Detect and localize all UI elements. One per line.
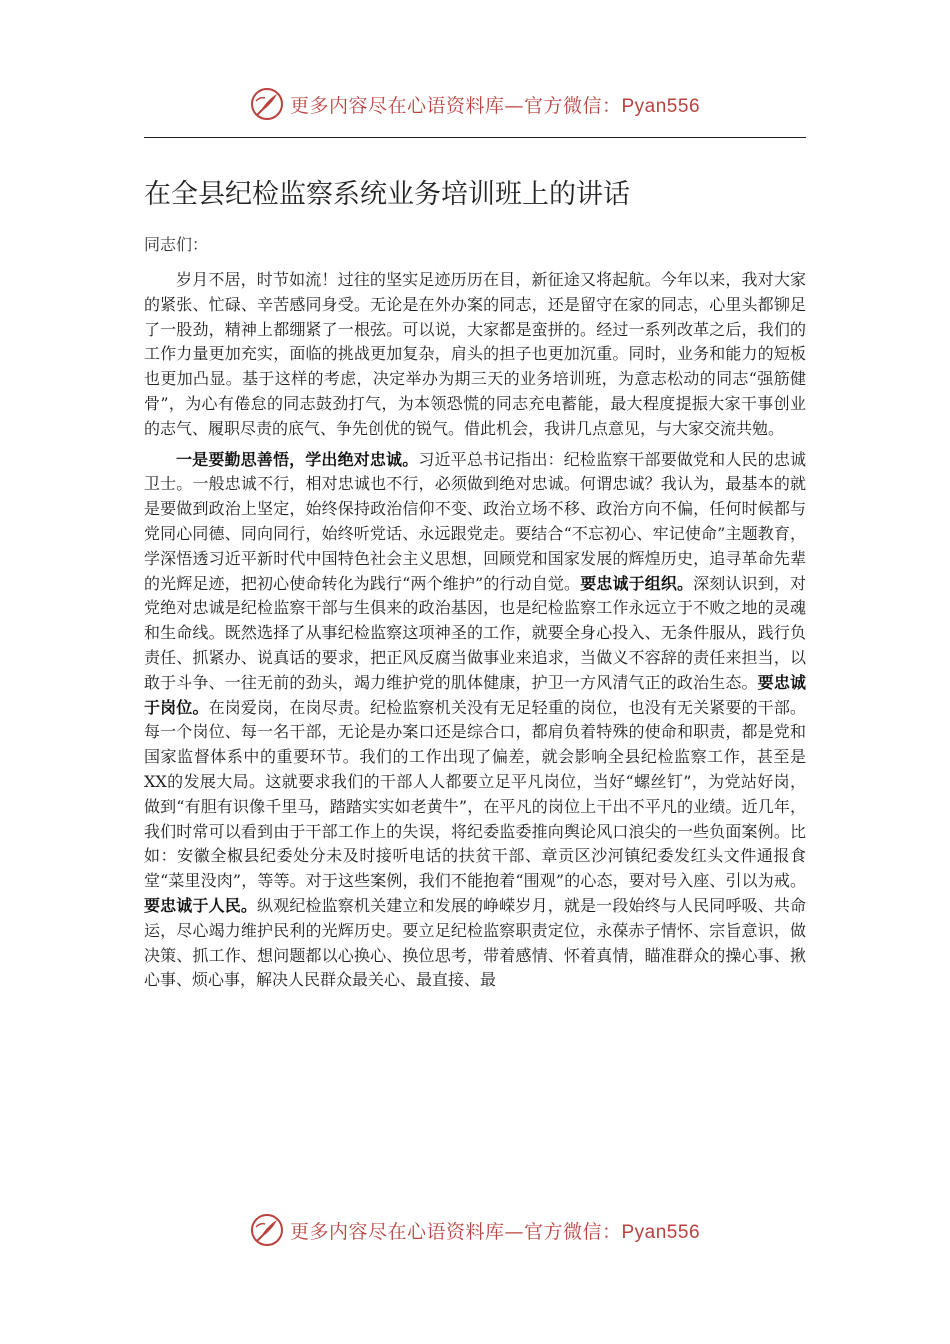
header-divider bbox=[144, 137, 806, 138]
loyal-to-organization-heading: 要忠诚于组织。 bbox=[580, 573, 694, 593]
wechat-id: Pyan556 bbox=[621, 1221, 701, 1243]
loyal-to-post-heading: 要忠诚于岗位。 bbox=[144, 672, 806, 717]
footer-watermark-banner bbox=[0, 1208, 950, 1252]
header-watermark-banner bbox=[0, 82, 950, 126]
quill-logo-icon bbox=[250, 87, 284, 121]
banner-text: 更多内容尽在心语资料库—官方微信：Pyan556 bbox=[289, 94, 701, 117]
loyal-to-people-heading: 要忠诚于人民。 bbox=[144, 895, 258, 915]
loyal-to-people-text: 纵观纪检监察机关建立和发展的峥嵘岁月，就是一段始终与人民同呼吸、共命运，尽心竭力维护民利的光辉历史。要立足纪检监察职责定位，永葆赤子情怀、宗旨意识，做决策、抓工作、想问题都以心换心、换位思考，带着感情、怀着真情，瞄准群众的操心事、揪心事、烦心事，解决人民群众最关心、最直接、最 bbox=[144, 895, 806, 990]
loyal-to-post-text: 在岗爱岗，在岗尽责。纪检监察机关没有无足轻重的岗位，也没有无关紧要的干部。每一个岗位、每一名干部，无论是办案口还是综合口，都肩负着特殊的使命和职责，都是党和国家监督体系中的重要环节。我们的工作出现了偏差，就会影响全县纪检监察工作，甚至是XX的发展大局。这就要求我们的干部人人都要立足平凡岗位，当好“螺丝钉”，为党站好岗，做到“有胆有识像千里马，踏踏实实如老黄牛”，在平凡的岗位上干出不平凡的业绩。近几年，我们时常可以看到由于干部工作上的失误，将纪委监委推向舆论风口浪尖的一些负面案例。比如：安徽全椒县纪委处分未及时接听电话的扶贫干部、章贡区沙河镇纪委发红头文件通报食堂“菜里没肉”，等等。对于这些案例，我们不能抱着“围观”的心态，要对号入座、引以为戒。 bbox=[144, 697, 806, 891]
salutation: 同志们： bbox=[144, 235, 209, 254]
point-one-heading: 一是要勤思善悟，学出绝对忠诚。 bbox=[176, 449, 419, 469]
banner-text: 更多内容尽在心语资料库—官方微信：Pyan556 bbox=[289, 1220, 701, 1243]
intro-paragraph: 岁月不居，时节如流！过往的坚实足迹历历在目，新征途又将起航。今年以来，我对大家的紧张、忙碌、辛苦感同身受。无论是在外办案的同志，还是留守在家的同志，心里头都铆足了一股劲，精神上都绷紧了一根弦。可以说，大家都是蛮拼的。经过一系列改革之后，我们的工作力量更加充实，面临的挑战更加复杂，肩头的担子也更加沉重。同时，业务和能力的短板也更加凸显。基于这样的考虑，决定举办为期三天的业务培训班，为意志松动的同志“强筋健骨”，为心有倦怠的同志鼓劲打气，为本领恐慌的同志充电蓄能，最大程度提振大家干事创业的志气、履职尽责的底气、争先创优的锐气。借此机会，我讲几点意见，与大家交流共勉。 bbox=[144, 270, 806, 438]
quill-logo-icon bbox=[250, 1213, 284, 1247]
loyal-to-organization-text: 深刻认识到，对党绝对忠诚是纪检监察干部与生俱来的政治基因，也是纪检监察工作永远立于不败之地的灵魂和生命线。既然选择了从事纪检监察这项神圣的工作，就要全身心投入、无条件服从，践行负责任、抓紧办、说真话的要求，把正风反腐当做事业来追求，当做义不容辞的责任来担当，以敢于斗争、一往无前的劲头，竭力维护党的肌体健康，护卫一方风清气正的政治生态。 bbox=[144, 573, 806, 692]
point-one-text: 习近平总书记指出：纪检监察干部要做党和人民的忠诚卫士。一般忠诚不行，相对忠诚也不行，必须做到绝对忠诚。何谓忠诚？我认为，最基本的就是要做到政治上坚定，始终保持政治信仰不变、政治立场不移、政治方向不偏，任何时候都与党同心同德、同向同行，始终听党话、永远跟党走。要结合“不忘初心、牢记使命”主题教育，学深悟透习近平新时代中国特色社会主义思想，回顾党和国家发展的辉煌历史，追寻革命先辈的光辉足迹，把初心使命转化为践行“两个维护”的行动自觉。 bbox=[144, 449, 806, 593]
point-one-paragraph bbox=[144, 448, 806, 994]
page-title: 在全县纪检监察系统业务培训班上的讲话 bbox=[144, 179, 630, 210]
document-body bbox=[144, 268, 806, 1153]
wechat-id: Pyan556 bbox=[621, 95, 701, 117]
